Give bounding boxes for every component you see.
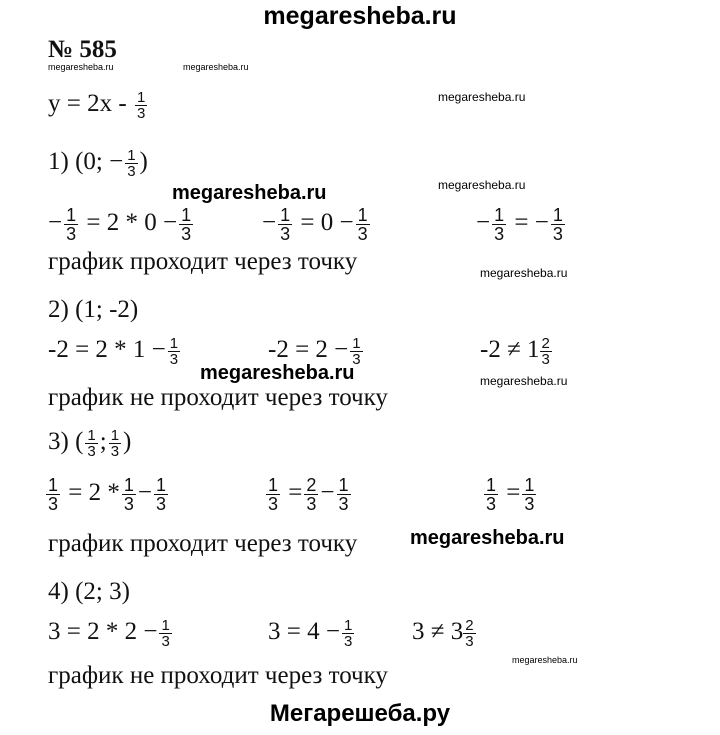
fraction: $\frac{1}{3}$	[156, 475, 167, 514]
item-4-equation-3: 3 ≠ 3 $\frac{2}{3}$	[412, 617, 474, 650]
fraction: $\frac{1}{3}$	[552, 205, 563, 244]
item-1-header: 1) (0; − $\frac{1}{3}$ )	[48, 147, 148, 180]
watermark-small: megaresheba.ru	[480, 374, 568, 388]
watermark-top: megaresheba.ru	[263, 2, 457, 30]
watermark-big: megaresheba.ru	[172, 182, 327, 204]
item-2-conclusion: график не проходит через точку	[48, 384, 388, 411]
item-2-header: 2) (1; -2)	[48, 296, 139, 323]
watermark-small: megaresheba.ru	[480, 266, 568, 280]
item-2-equation-2: -2 = 2 − $\frac{1}{3}$	[268, 335, 361, 368]
watermark-bottom: Мегарешеба.ру	[269, 700, 451, 727]
fraction: $\frac{1}{3}$	[343, 617, 353, 650]
item-3-equation-1: $\frac{1}{3}$ = 2 * $\frac{1}{3}$ − $\frac{1}{3}$	[48, 475, 167, 514]
item-2-equation-1: -2 = 2 * 1 − $\frac{1}{3}$	[48, 335, 179, 368]
watermark-big: megaresheba.ru	[200, 362, 355, 384]
item-3-header: 3) ( $\frac{1}{3}$ ; $\frac{1}{3}$ )	[48, 427, 132, 460]
watermark-big: megaresheba.ru	[410, 527, 565, 549]
fraction: $\frac{1}{3}$	[352, 335, 361, 368]
item-1-conclusion: график проходит через точку	[48, 248, 358, 275]
fraction: $\frac{2}{3}$	[306, 475, 317, 514]
fraction: $\frac{2}{3}$	[541, 335, 550, 368]
fraction: $\frac{1}{3}$	[524, 475, 535, 514]
item-3-equation-2: $\frac{1}{3}$ = $\frac{2}{3}$ − $\frac{1}{3}$	[268, 475, 349, 514]
fraction: $\frac{1}{3}$	[48, 475, 59, 514]
fraction: $\frac{1}{3}$	[494, 205, 505, 244]
fraction: $\frac{1}{3}$	[268, 475, 279, 514]
fraction: $\frac{1}{3}$	[181, 205, 192, 244]
fraction: $\frac{1}{3}$	[87, 427, 96, 460]
fraction: $\frac{1}{3}$	[169, 335, 179, 368]
watermark-small: megaresheba.ru	[183, 62, 249, 72]
fraction: $\frac{1}{3}$	[127, 147, 136, 180]
fraction: $\frac{1}{3}$	[66, 205, 77, 244]
fraction: $\frac{1}{3}$	[280, 205, 291, 244]
item-4-header: 4) (2; 3)	[48, 578, 130, 605]
watermark-small: megaresheba.ru	[48, 62, 114, 72]
fraction: $\frac{1}{3}$	[161, 617, 170, 650]
item-4-conclusion: график не проходит через точку	[48, 662, 388, 689]
fraction: $\frac{1}{3}$	[338, 475, 349, 514]
item-3-equation-3: $\frac{1}{3}$ = $\frac{1}{3}$	[486, 475, 535, 514]
item-4-equation-2: 3 = 4 − $\frac{1}{3}$	[268, 617, 353, 650]
item-1-equation-2: − $\frac{1}{3}$ = 0 − $\frac{1}{3}$	[262, 205, 368, 244]
fraction: $\frac{1}{3}$	[357, 205, 368, 244]
item-4-equation-1: 3 = 2 * 2 − $\frac{1}{3}$	[48, 617, 170, 650]
item-2-equation-3: -2 ≠ 1 $\frac{2}{3}$	[480, 335, 550, 368]
item-1-equation-1: − $\frac{1}{3}$ = 2 * 0 − $\frac{1}{3}$	[48, 205, 192, 244]
fraction: $\frac{1}{3}$	[123, 475, 134, 514]
fraction: $\frac{1}{3}$	[136, 89, 146, 122]
watermark-small: megaresheba.ru	[438, 178, 526, 192]
fraction: $\frac{2}{3}$	[465, 617, 474, 650]
item-1-equation-3: − $\frac{1}{3}$ = − $\frac{1}{3}$	[476, 205, 563, 244]
item-3-conclusion: график проходит через точку	[48, 530, 358, 557]
fraction: $\frac{1}{3}$	[486, 475, 497, 514]
watermark-small: megaresheba.ru	[512, 655, 578, 665]
watermark-small: megaresheba.ru	[438, 90, 526, 104]
function-equation: y = 2x - $\frac{1}{3}$	[48, 89, 146, 122]
problem-number: № 585	[48, 36, 117, 63]
fraction: $\frac{1}{3}$	[110, 427, 120, 460]
